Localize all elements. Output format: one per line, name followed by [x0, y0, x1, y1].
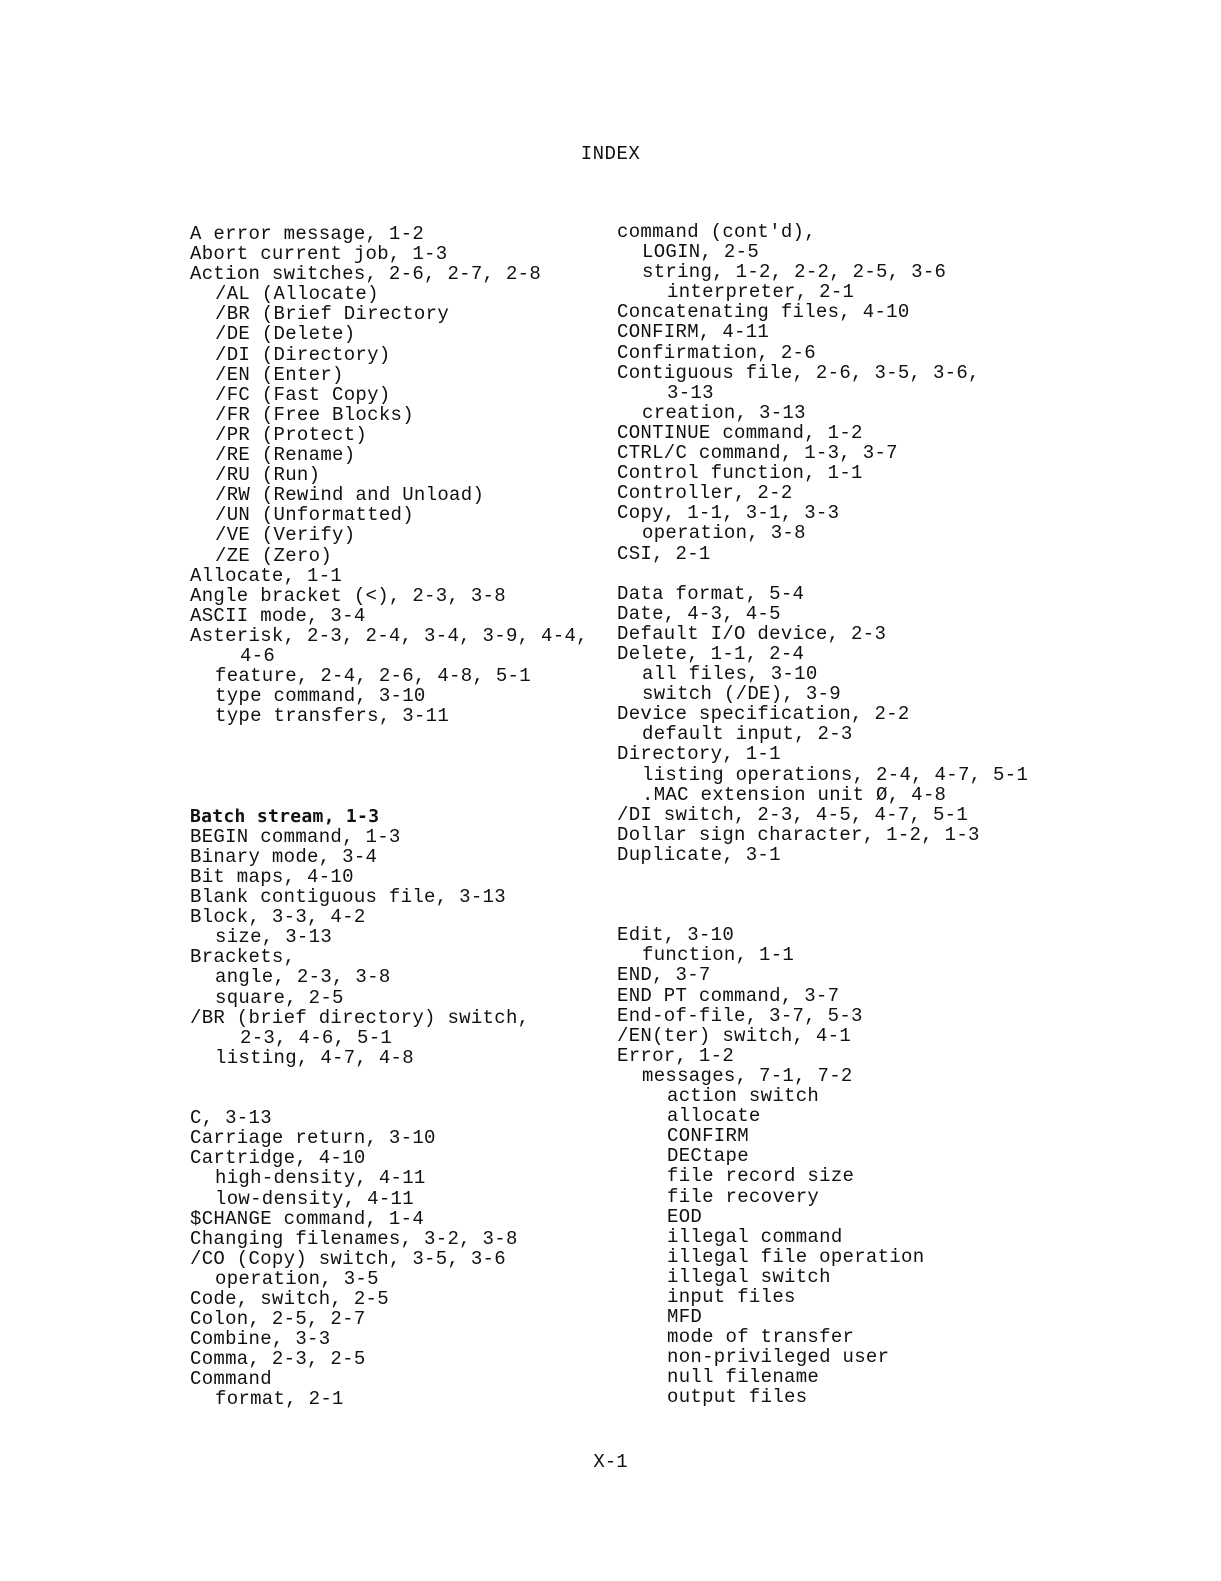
index-column-left: [190, 224, 588, 1410]
index-entry: action switch: [667, 1085, 820, 1108]
index-entry: Default I/O device, 2-3: [617, 622, 887, 645]
index-entry: type transfers, 3-11: [215, 705, 450, 728]
index-entry: END, 3-7: [617, 964, 711, 987]
index-entry: 3-13: [667, 381, 714, 404]
index-entry: Abort current job, 1-3: [190, 243, 448, 266]
index-spacer: [617, 865, 1028, 885]
index-entry: messages, 7-1, 7-2: [642, 1064, 853, 1087]
index-entry: /DI (Directory): [215, 343, 391, 366]
index-column-right: [617, 222, 1028, 1408]
index-entry: DECtape: [667, 1145, 749, 1168]
index-entry: Binary mode, 3-4: [190, 845, 378, 868]
index-entry: listing operations, 2-4, 4-7, 5-1: [642, 763, 1029, 786]
index-entry: type command, 3-10: [215, 685, 426, 708]
index-entry: Data format, 5-4: [617, 582, 805, 605]
index-entry: illegal file operation: [667, 1245, 925, 1268]
index-entry: /PR (Protect): [215, 423, 368, 446]
index-entry: illegal switch: [667, 1265, 831, 1288]
index-entry: angle, 2-3, 3-8: [215, 966, 391, 989]
index-entry: Edit, 3-10: [617, 924, 735, 947]
index-entry: default input, 2-3: [642, 723, 853, 746]
index-entry: Cartridge, 4-10: [190, 1147, 366, 1170]
index-entry: Contiguous file, 2-6, 3-5, 3-6,: [617, 361, 980, 384]
index-entry: size, 3-13: [215, 926, 333, 949]
index-spacer: [190, 726, 588, 746]
index-entry: /EN (Enter): [215, 363, 344, 386]
index-entry: square, 2-5: [215, 986, 344, 1009]
index-entry: Command: [190, 1368, 272, 1391]
index-entry: /VE (Verify): [215, 524, 356, 547]
index-entry: Action switches, 2-6, 2-7, 2-8: [190, 263, 542, 286]
index-entry: 4-6: [240, 644, 276, 667]
index-entry: /EN(ter) switch, 4-1: [617, 1024, 852, 1047]
index-entry: all files, 3-10: [642, 663, 818, 686]
index-entry: 2-3, 4-6, 5-1: [240, 1026, 393, 1049]
index-entry: allocate: [667, 1105, 761, 1128]
index-entry: Colon, 2-5, 2-7: [190, 1308, 366, 1331]
index-entry: Duplicate, 3-1: [617, 843, 781, 866]
index-entry: /RU (Run): [215, 464, 321, 487]
index-entry: feature, 2-4, 2-6, 4-8, 5-1: [215, 665, 531, 688]
index-entry: ASCII mode, 3-4: [190, 604, 366, 627]
index-entry: Device specification, 2-2: [617, 703, 910, 726]
index-entry: input files: [667, 1285, 796, 1308]
index-entry: /AL (Allocate): [215, 283, 379, 306]
index-entry: /FC (Fast Copy): [215, 383, 391, 406]
index-entry: BEGIN command, 1-3: [190, 825, 401, 848]
index-entry: LOGIN, 2-5: [642, 241, 760, 264]
index-spacer: [190, 1088, 588, 1108]
index-entry: Control function, 1-1: [617, 462, 863, 485]
index-entry: CONFIRM, 4-11: [617, 321, 770, 344]
index-entry: Block, 3-3, 4-2: [190, 906, 366, 929]
index-entry: Dollar sign character, 1-2, 1-3: [617, 823, 980, 846]
index-spacer: [190, 767, 588, 787]
index-entry: string, 1-2, 2-2, 2-5, 3-6: [642, 261, 947, 284]
page-number: X-1: [593, 1451, 628, 1473]
index-entry: Changing filenames, 3-2, 3-8: [190, 1227, 518, 1250]
index-entry: A error message, 1-2: [190, 223, 425, 245]
index-entry: End-of-file, 3-7, 5-3: [617, 1004, 863, 1027]
index-entry: Allocate, 1-1: [190, 564, 343, 587]
index-spacer: [190, 1068, 588, 1088]
index-entry: command (cont'd),: [617, 221, 816, 243]
index-entry: /FR (Free Blocks): [215, 403, 414, 426]
index-spacer: [617, 885, 1028, 905]
index-entry: CONFIRM: [667, 1125, 749, 1148]
index-entry: file record size: [667, 1165, 855, 1188]
index-entry: /BR (brief directory) switch,: [190, 1006, 530, 1029]
index-entry: EOD: [667, 1205, 703, 1228]
index-entry: null filename: [667, 1366, 820, 1389]
index-entry: Combine, 3-3: [190, 1328, 331, 1351]
index-entry: /UN (Unformatted): [215, 504, 414, 527]
index-entry: Error, 1-2: [617, 1044, 735, 1067]
index-entry: non-privileged user: [667, 1346, 890, 1369]
index-entry: Concatenating files, 4-10: [617, 301, 910, 324]
page-title: INDEX: [580, 143, 641, 165]
index-entry: Confirmation, 2-6: [617, 341, 816, 364]
index-entry: listing, 4-7, 4-8: [215, 1046, 414, 1069]
index-entry: output files: [667, 1386, 808, 1409]
index-entry: low-density, 4-11: [215, 1187, 414, 1210]
index-entry: /DE (Delete): [215, 323, 356, 346]
index-entry: Batch stream, 1-3: [190, 805, 380, 827]
index-entry: Bit maps, 4-10: [190, 866, 354, 888]
index-entry: high-density, 4-11: [215, 1167, 426, 1190]
index-spacer: [190, 746, 588, 766]
index-entry: MFD: [667, 1306, 703, 1329]
index-entry: interpreter, 2-1: [667, 281, 855, 304]
index-entry: Directory, 1-1: [617, 743, 781, 766]
index-entry: function, 1-1: [642, 944, 795, 967]
index-entry: operation, 3-8: [642, 522, 806, 545]
index-entry: operation, 3-5: [215, 1267, 379, 1290]
index-spacer: [617, 905, 1028, 925]
index-entry: mode of transfer: [667, 1326, 855, 1349]
index-spacer: [190, 787, 588, 807]
index-entry: Code, switch, 2-5: [190, 1287, 389, 1310]
index-entry: format, 2-1: [215, 1388, 344, 1411]
index-entry: Angle bracket (<), 2-3, 3-8: [190, 584, 506, 607]
index-entry: Asterisk, 2-3, 2-4, 3-4, 3-9, 4-4,: [190, 624, 588, 647]
index-entry: Copy, 1-1, 3-1, 3-3: [617, 502, 840, 525]
index-entry: Blank contiguous file, 3-13: [190, 886, 506, 909]
index-entry: C, 3-13: [190, 1107, 272, 1130]
index-entry: /RW (Rewind and Unload): [215, 484, 485, 507]
index-entry: /BR (Brief Directory: [215, 303, 450, 326]
index-entry: file recovery: [667, 1185, 820, 1208]
index-entry: Brackets,: [190, 946, 296, 969]
index-entry: illegal command: [667, 1225, 843, 1248]
index-spacer: [617, 564, 1028, 584]
index-entry: Delete, 1-1, 2-4: [617, 642, 805, 665]
index-entry: Comma, 2-3, 2-5: [190, 1348, 366, 1371]
index-entry: .MAC extension unit Ø, 4-8: [642, 783, 947, 806]
index-entry: /CO (Copy) switch, 3-5, 3-6: [190, 1247, 506, 1270]
index-entry: /DI switch, 2-3, 4-5, 4-7, 5-1: [617, 803, 969, 826]
index-entry: switch (/DE), 3-9: [642, 683, 841, 706]
index-entry: creation, 3-13: [642, 401, 806, 424]
index-entry: /ZE (Zero): [215, 544, 333, 567]
index-entry: $CHANGE command, 1-4: [190, 1207, 425, 1230]
index-entry: Controller, 2-2: [617, 482, 793, 505]
index-entry: CTRL/C command, 1-3, 3-7: [617, 442, 898, 465]
index-entry: Date, 4-3, 4-5: [617, 602, 781, 625]
index-entry: CONTINUE command, 1-2: [617, 421, 863, 444]
index-entry: /RE (Rename): [215, 444, 356, 467]
index-entry: Carriage return, 3-10: [190, 1127, 436, 1150]
index-entry: CSI, 2-1: [617, 542, 711, 565]
index-entry: END PT command, 3-7: [617, 984, 840, 1007]
